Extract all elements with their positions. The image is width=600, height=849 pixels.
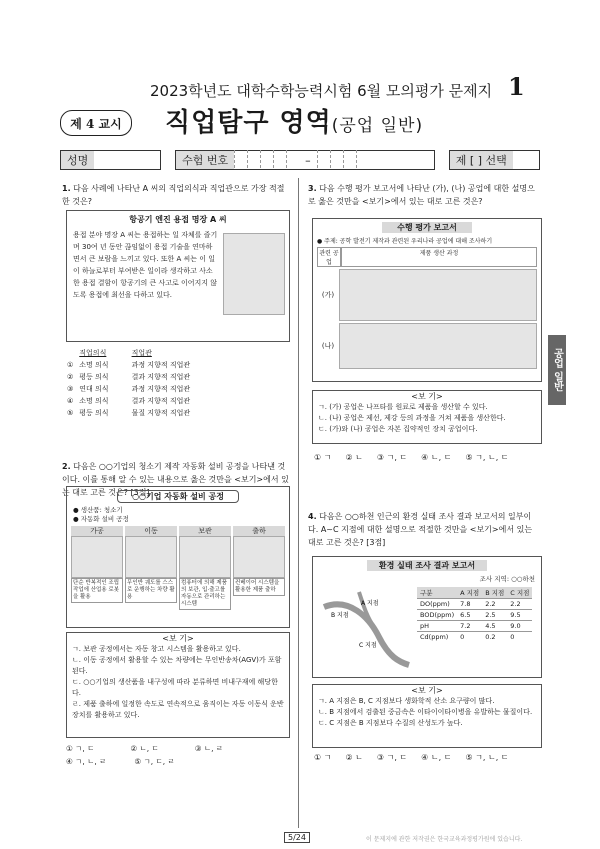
choice[interactable]: ② ㄴ [345, 453, 363, 462]
q2-box-title: ○○기업 자동화 설비 공정 [117, 490, 239, 503]
q3-bogi-box [312, 390, 542, 444]
choice[interactable]: ⑤ ㄱ, ㄴ, ㄷ [465, 453, 509, 462]
q3-box-title: 수행 평가 보고서 [382, 222, 472, 233]
question-4 [308, 510, 540, 549]
choice[interactable]: ② ㄴ [345, 753, 363, 762]
exam-number-boxes [234, 150, 299, 171]
stage-card: 이동 무인반 궤도를 스스로 운행하는 차량 활용 [125, 526, 177, 610]
q3-choices [314, 452, 509, 463]
q1-number: 1. [62, 184, 71, 193]
map-label-a: A 지점 [361, 600, 379, 607]
q3-text: 다음 수행 평가 보고서에 나타난 (가), (나) 공업에 대한 설명으로 옳은 것만을 <보기>에서 있는 대로 고른 것은? [308, 184, 535, 206]
choice[interactable]: ④ ㄱ, ㄴ, ㄹ [66, 757, 107, 766]
column-divider [298, 178, 299, 828]
map-label-c: C 지점 [359, 642, 377, 649]
q3-bogi-list: ㄱ. (가) 공업은 나프타를 원료로 제품을 생산할 수 있다. ㄴ. (나) 공업은 제선, 제강 등의 과정을 거쳐 제품을 생산한다. ㄷ. (가)와 (나) 공업은 자본 집약적인 장치 공업이다. [318, 403, 506, 433]
q1-option-row[interactable]: ⑤ 평등 의식 물질 지향적 직업관 [67, 409, 191, 417]
q3-table: 관련 공업 제품 생산 과정 [313, 245, 541, 269]
select-cell[interactable] [449, 150, 540, 170]
q3-topic: ● 주제: 공학 발전기 제작과 관련된 우리나라 공업에 대해 조사하기 [317, 238, 493, 245]
map-label-b: B 지점 [331, 612, 349, 619]
choice[interactable]: ③ ㄱ, ㄷ [376, 753, 408, 762]
q4-bogi-box [312, 684, 542, 748]
stage-card: 보관 컴퓨터에 의해 제품의 보관, 입·출고를 자동으로 관리하는 시스템 [179, 526, 231, 610]
name-cell[interactable] [60, 150, 161, 170]
subject-sub: (공업 일반) [331, 116, 424, 136]
q1-options-table [64, 347, 193, 419]
stage-card: 가공 단순 반복적인 조립 작업에 산업용 로봇을 활용 [71, 526, 123, 610]
q2-text: 다음은 ○○기업의 청소기 제작 자동화 설비 공정을 나타낸 것이다. 이를 통해 알 수 있는 내용으로 옳은 것만을 <보기>에서 있는 대로 고른 것은? [3점] [62, 462, 289, 497]
info-bar [60, 150, 540, 170]
choice[interactable]: ③ ㄱ, ㄷ [376, 453, 408, 462]
q4-box-title: 환경 실태 조사 결과 보고서 [367, 560, 487, 571]
exam-number-cell[interactable] [175, 150, 435, 170]
choice[interactable]: ④ ㄴ, ㄷ [421, 753, 452, 762]
exam-number-boxes-2 [317, 150, 369, 171]
q2-bogi-box [66, 632, 290, 738]
exam-number-label: 수험 번호 [176, 151, 234, 169]
q1-case-box [66, 210, 290, 342]
q4-choices [314, 752, 509, 763]
choice[interactable]: ① ㄱ [314, 753, 332, 762]
q3-number: 3. [308, 184, 317, 193]
q3-row-ga: (가) [313, 269, 541, 321]
subject-main: 직업탐구 영역 [165, 108, 332, 138]
q3-row-na: (나) [313, 321, 541, 371]
choice[interactable]: ① ㄱ, ㄷ [66, 744, 95, 753]
q1-option-row[interactable]: ① 소명 의식 과정 지향적 직업관 [67, 361, 191, 369]
q1-option-row[interactable]: ② 평등 의식 결과 지향적 직업관 [67, 373, 191, 381]
exam-number-dash: – [305, 153, 311, 167]
page-indicator: 5/24 [284, 832, 310, 843]
q1-box-text: 용접 분야 명장 A 씨는 용접하는 일 자체를 즐기며 30여 년 동안 끊임없이 용접 기술을 연마하면서 큰 보람을 느끼고 있다. 또한 A 씨는 이 일이 하늘로부터 부여받은 일이라 생각하고 사소한 용접 결함이 항공기의 큰 사고로 이어지지 않도록 용접에 최선을 다하고 있다. [73, 231, 218, 299]
q2-process-box [66, 486, 290, 628]
q2-bullets: ● 생산품: 청소기 ● 자동화 설비 공정 [73, 506, 129, 523]
q2-choices [66, 742, 288, 768]
copyright-notice: 이 문제지에 관한 저작권은 한국교육과정평가원에 있습니다. [366, 836, 523, 843]
q1-option-row[interactable]: ④ 소명 의식 결과 지향적 직업관 [67, 397, 191, 405]
q4-bogi-list: ㄱ. A 지점은 B, C 지점보다 생화학적 산소 요구량이 많다. ㄴ. B 지점에서 검출된 중금속은 이타이이타이병을 유발하는 물질이다. ㄷ. C 지점은 B 지점보다 수질의 산성도가 높다. [318, 697, 533, 727]
choice[interactable]: ② ㄴ, ㄷ [130, 744, 159, 753]
q1-option-row[interactable]: ③ 연대 의식 과정 지향적 직업관 [67, 385, 191, 393]
q2-bogi-label: <보 기> [162, 634, 194, 643]
choice[interactable]: ⑤ ㄱ, ㄴ, ㄷ [465, 753, 509, 762]
question-1 [62, 182, 290, 208]
q1-box-title: 항공기 엔진 용접 명장 A 씨 [129, 215, 227, 224]
q3-bogi-label: <보 기> [411, 392, 443, 401]
q2-stages [67, 524, 289, 612]
q4-data-table: 구분 A 지점 B 지점 C 지점 DO(ppm) 7.8 2.2 2.2 BOD(ppm) 6.5 2.5 9.5 pH 7.2 4.5 9.0 Cd(ppm) 0 0.2 0 [417, 587, 532, 642]
question-3 [308, 182, 540, 208]
subject-title [165, 102, 423, 139]
q4-bogi-label: <보 기> [411, 686, 443, 695]
q2-bogi-list: ㄱ. 보관 공정에서는 자동 창고 시스템을 활용하고 있다. ㄴ. 이동 공정에서 활용할 수 있는 차량에는 무인반송차(AGV)가 포함된다. ㄷ. ○○기업의 생산품을 내구성에 따라 분류하면 비내구재에 해당한다. ㄹ. 제품 출하에 일정한 속도로 연속적으로 움직이는 자동 이동식 운반 장치를 활용하고 있다. [72, 645, 284, 719]
welder-image [223, 233, 285, 315]
river-map [319, 587, 411, 669]
name-label: 성명 [61, 151, 94, 169]
q1-text: 다음 사례에 나타난 A 씨의 직업의식과 직업관으로 가장 적절한 것은? [62, 184, 285, 206]
choice[interactable]: ④ ㄴ, ㄷ [421, 453, 452, 462]
page-number: 1 [508, 72, 525, 101]
select-label: 제 [ ] 선택 [450, 151, 513, 169]
q4-report-box [312, 556, 542, 678]
stage-card: 출하 컨베이어 시스템을 활용한 제품 출하 [233, 526, 285, 610]
q4-number: 4. [308, 512, 317, 521]
exam-title: 2023학년도 대학수학능력시험 6월 모의평가 문제지 [150, 82, 493, 100]
q3-report-box [312, 218, 542, 382]
q4-region: 조사 지역: ○○하천 [479, 575, 535, 583]
period-badge: 제 4 교시 [60, 110, 132, 136]
q1-col1-header: 직업의식 [79, 349, 107, 357]
q2-number: 2. [62, 462, 71, 471]
choice[interactable]: ① ㄱ [314, 453, 332, 462]
q1-col2-header: 직업관 [131, 349, 152, 357]
subject-side-tab: 공업 일반 [548, 335, 566, 405]
q4-text: 다음은 ○○하천 인근의 환경 실태 조사 결과 보고서의 일부이다. A~C 지점에 대한 설명으로 적절한 것만을 <보기>에서 있는 대로 고른 것은? [3점] [308, 512, 533, 547]
choice[interactable]: ③ ㄴ, ㄹ [194, 744, 224, 753]
choice[interactable]: ⑤ ㄱ, ㄷ, ㄹ [134, 757, 175, 766]
